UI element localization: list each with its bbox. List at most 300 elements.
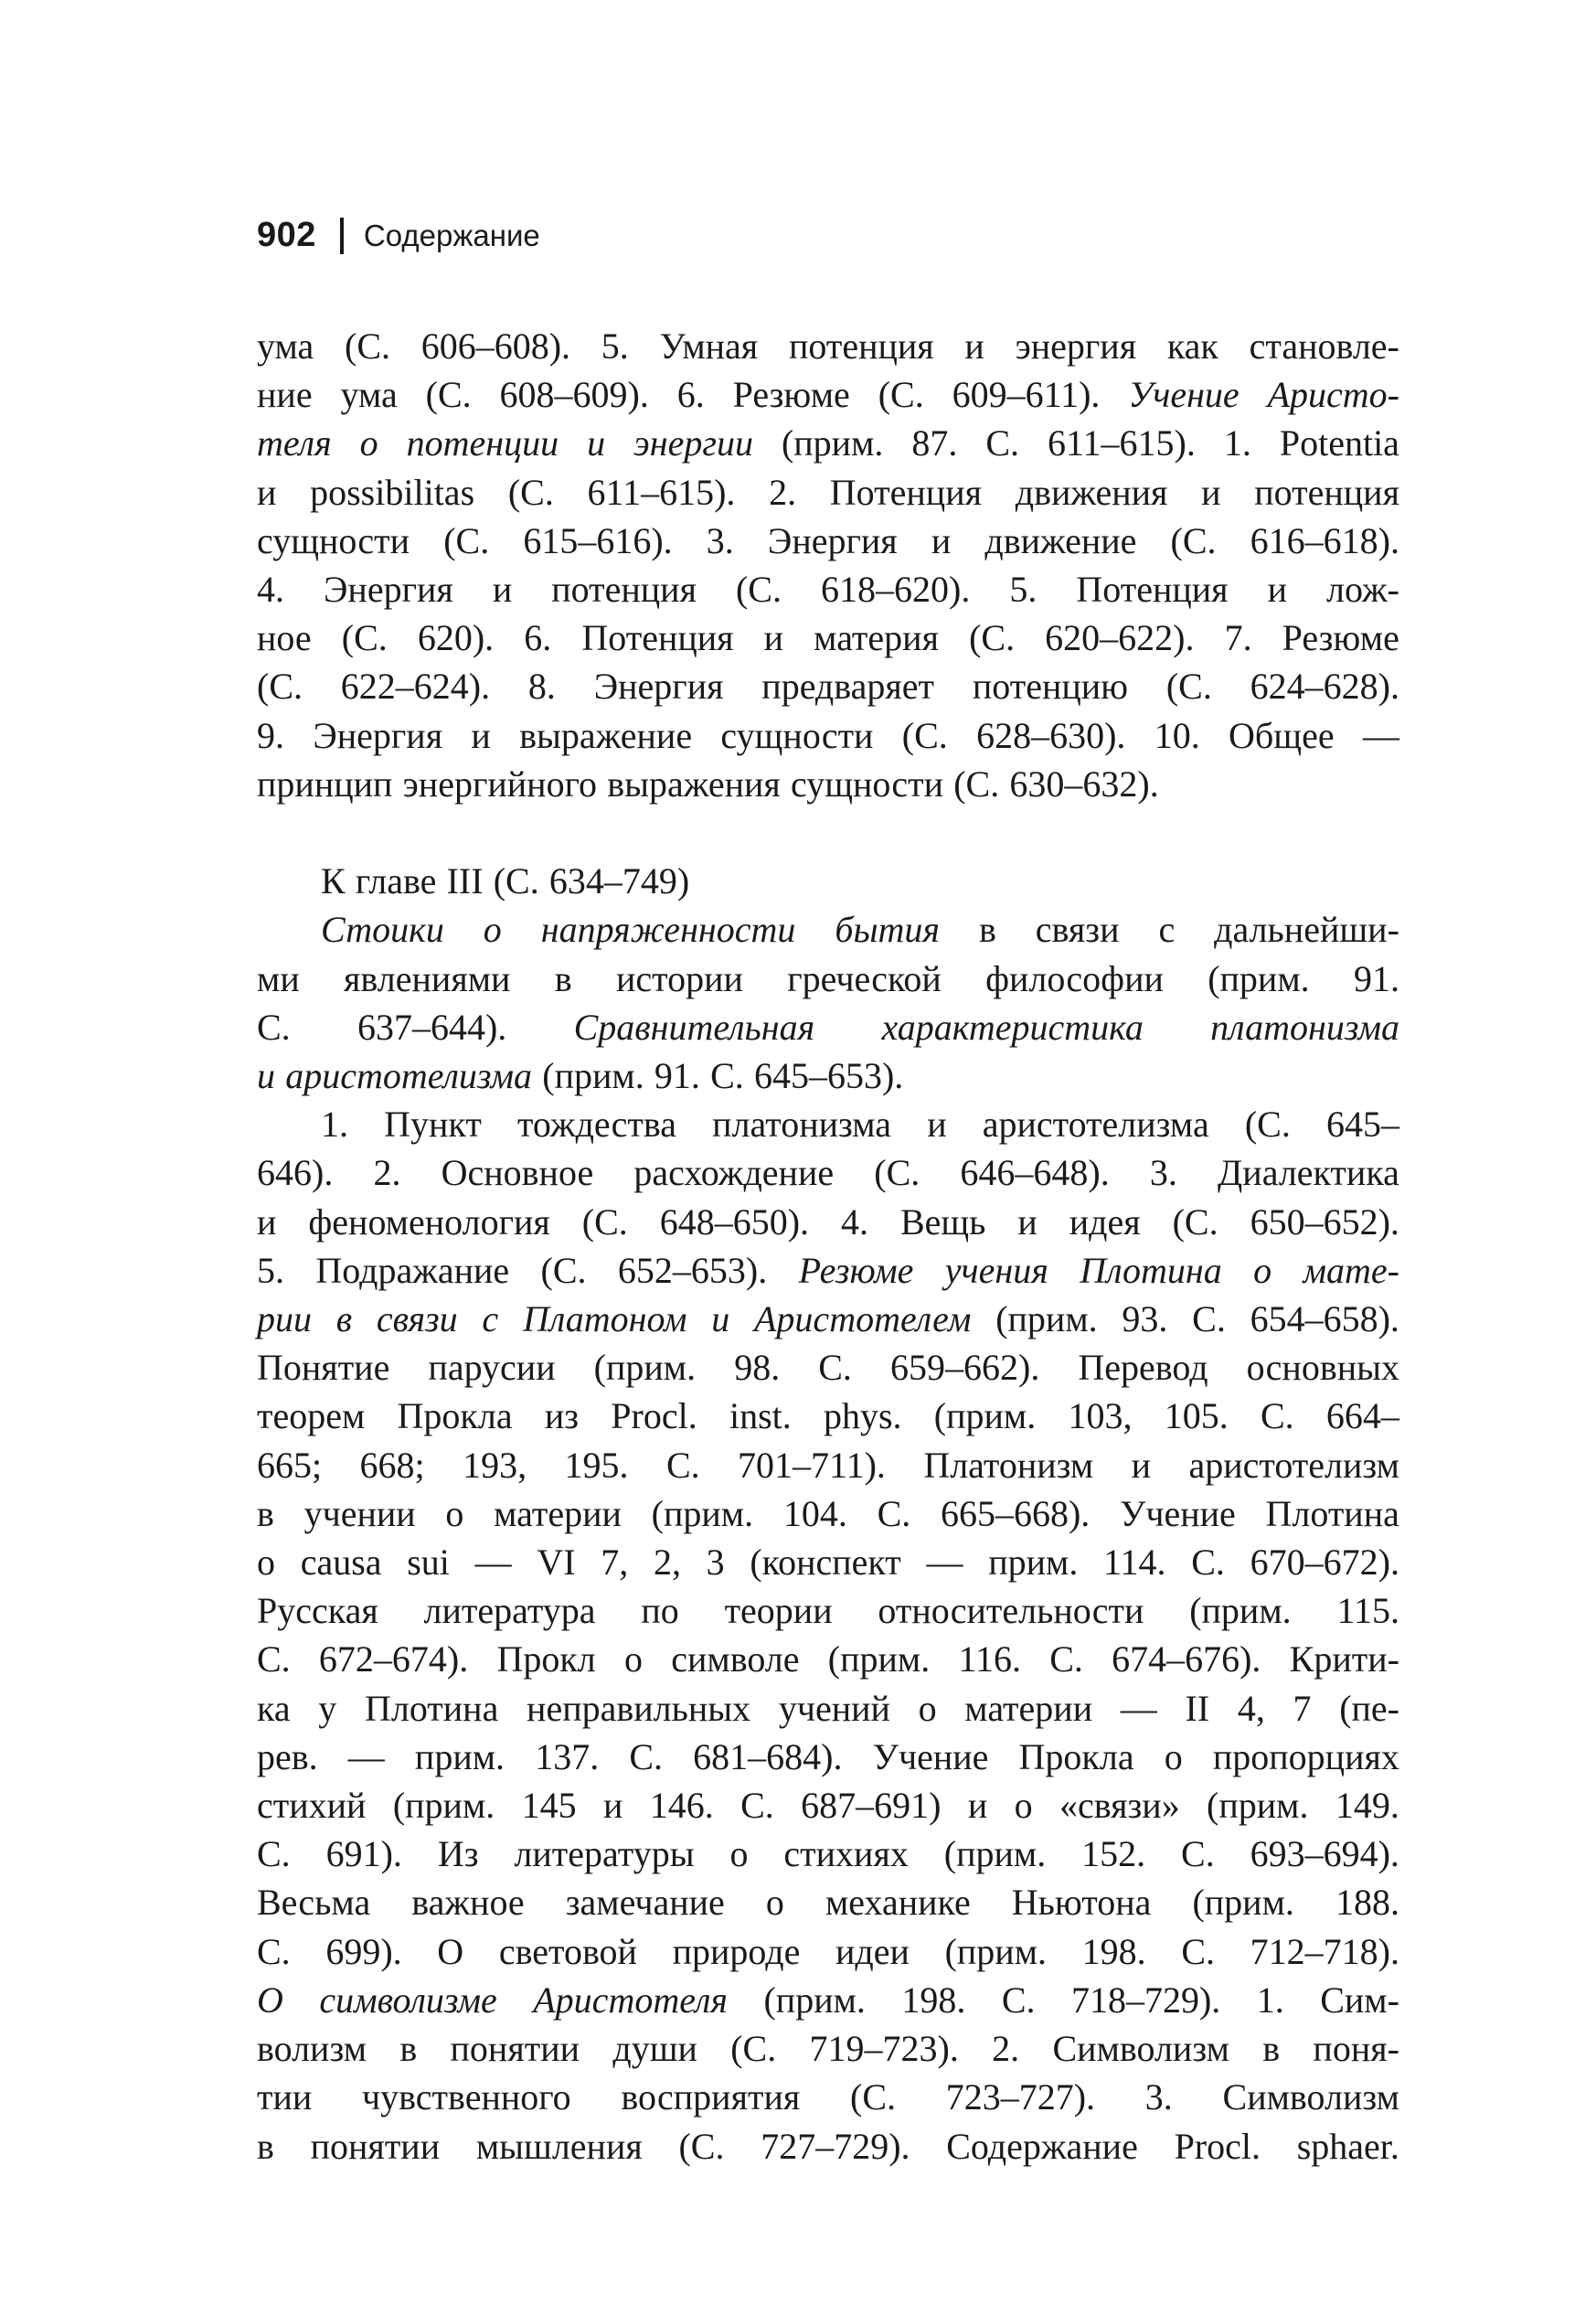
- word: движение: [984, 519, 1137, 561]
- text-line: [257, 1246, 1399, 1295]
- word: 674–676).: [1112, 1638, 1261, 1680]
- word: рев.: [257, 1735, 318, 1777]
- word: и: [587, 422, 606, 464]
- word: энергийного: [402, 763, 597, 805]
- word: (С.: [1172, 1200, 1218, 1243]
- word: С.: [710, 1055, 744, 1097]
- word: в: [257, 1492, 274, 1534]
- text-line: [257, 1441, 1399, 1489]
- word: главе: [355, 860, 437, 902]
- word: 620).: [417, 617, 495, 659]
- word: Вещь: [899, 1200, 986, 1243]
- word: III: [446, 860, 484, 902]
- word: (С.: [735, 569, 782, 611]
- word: и: [1131, 1444, 1152, 1486]
- word: восприятия: [621, 2076, 801, 2118]
- text-line: [257, 1586, 1399, 1635]
- word: явлениями: [344, 957, 511, 999]
- word: 2.: [992, 2028, 1020, 2070]
- word: в: [399, 2028, 418, 2070]
- word: характеристика: [881, 1006, 1144, 1048]
- word: (С.: [678, 2125, 725, 2167]
- word: 727–729).: [761, 2125, 910, 2167]
- word: и: [471, 714, 491, 756]
- word: и: [927, 1104, 947, 1146]
- word: Энергия: [313, 714, 443, 756]
- word: Учение: [872, 1735, 989, 1777]
- word: 650–652).: [1250, 1200, 1399, 1243]
- word: мышления: [475, 2125, 643, 2167]
- word: 622–624).: [340, 666, 491, 708]
- word: Плотина: [1265, 1492, 1399, 1534]
- word: выражение: [519, 714, 693, 756]
- word: литература: [423, 1590, 596, 1632]
- word: у: [318, 1687, 337, 1729]
- word: (прим.: [1189, 1590, 1292, 1632]
- word: (С.: [493, 860, 539, 902]
- word: 1.: [321, 1104, 348, 1146]
- word: как: [1166, 325, 1218, 367]
- word: пропорциях: [1212, 1735, 1399, 1777]
- word: 719–723).: [809, 2028, 959, 2070]
- word: 634–749): [548, 860, 690, 902]
- word: Умная: [659, 325, 759, 367]
- word: о: [257, 1542, 275, 1584]
- word: Плотина: [1080, 1249, 1222, 1291]
- word: Символизм: [1222, 2076, 1399, 2118]
- word: (прим.: [763, 1979, 866, 2021]
- word: парусии: [428, 1347, 556, 1389]
- word: 718–729).: [1070, 1979, 1221, 2021]
- word: Весьма: [257, 1882, 371, 1924]
- word: сущности: [257, 519, 410, 561]
- word: (прим.: [1208, 957, 1310, 999]
- word: 152.: [1081, 1833, 1146, 1875]
- word: ка: [257, 1687, 291, 1729]
- word: 188.: [1335, 1882, 1399, 1924]
- word: в: [335, 1298, 353, 1340]
- word: 7,: [601, 1542, 629, 1584]
- word: 149.: [1335, 1785, 1399, 1827]
- word: связи: [376, 1298, 458, 1340]
- word: —: [926, 1542, 963, 1584]
- word: в: [978, 909, 996, 951]
- word: о: [1164, 1735, 1183, 1777]
- word: идея: [1069, 1200, 1141, 1243]
- text-line: [257, 1830, 1399, 1878]
- word: (С.: [953, 763, 1000, 805]
- word: 193,: [463, 1444, 527, 1486]
- word: 91.: [654, 1055, 700, 1097]
- word: природе: [672, 1930, 801, 1972]
- word: дальнейши-: [1214, 909, 1399, 951]
- word: 645–: [1325, 1104, 1399, 1146]
- word: 137.: [535, 1735, 600, 1777]
- word: и: [257, 1055, 275, 1097]
- word: 645–653).: [753, 1055, 904, 1097]
- word: Подражание: [315, 1249, 510, 1291]
- text-line: [257, 662, 1399, 710]
- word: 659–662).: [890, 1347, 1040, 1389]
- word: в: [554, 957, 572, 999]
- word: (С.: [1170, 519, 1217, 561]
- word: лож-: [1326, 569, 1399, 611]
- text-line: [257, 1538, 1399, 1586]
- word: Аристотеля: [533, 1979, 729, 2021]
- word: и: [257, 1200, 277, 1243]
- word: Прокл: [496, 1638, 596, 1680]
- word: 618–620).: [821, 569, 971, 611]
- word: стихий: [257, 1785, 367, 1827]
- word: Procl.: [1174, 2125, 1261, 2167]
- word: (прим.: [542, 1055, 644, 1097]
- word: Энергия: [593, 666, 724, 708]
- word: Диалектика: [1218, 1152, 1399, 1194]
- word: стихиях: [783, 1833, 909, 1875]
- word: 609–611).: [952, 374, 1101, 416]
- word: расхождение: [633, 1152, 835, 1194]
- word: и: [257, 471, 277, 513]
- word: и: [967, 1785, 988, 1827]
- text-line: [257, 468, 1399, 517]
- word: (конспект: [750, 1542, 901, 1584]
- word: феноменология: [308, 1200, 550, 1243]
- word: связи: [1035, 909, 1120, 951]
- word: потенции: [406, 422, 559, 464]
- word: 6.: [524, 617, 552, 659]
- text-line: [257, 370, 1399, 419]
- word: 93.: [1122, 1298, 1168, 1340]
- word: в: [257, 2125, 274, 2167]
- word: —: [347, 1735, 385, 1777]
- word: 652–653).: [617, 1249, 768, 1291]
- word: (С.: [730, 2028, 777, 2070]
- word: ума: [340, 374, 398, 416]
- text-line: [257, 1295, 1399, 1343]
- word: относительности: [878, 1590, 1144, 1632]
- word: Учение: [1128, 374, 1240, 416]
- word: по: [641, 1590, 679, 1632]
- word: О: [257, 1979, 283, 2021]
- text-line: [257, 1148, 1399, 1197]
- word: (С.: [874, 1152, 920, 1194]
- word: замечание: [565, 1882, 725, 1924]
- word: (прим.: [943, 1833, 1047, 1875]
- word: (С.: [507, 471, 554, 513]
- text-line: [257, 905, 1399, 954]
- word: (прим.: [593, 1347, 697, 1389]
- word: К: [321, 860, 346, 902]
- word: 7.: [1224, 617, 1252, 659]
- word: (прим.: [1207, 1785, 1309, 1827]
- word: аристотелизма: [982, 1104, 1209, 1146]
- text-line: [257, 857, 1399, 905]
- text-line: [257, 1003, 1399, 1051]
- word: Учение: [1120, 1492, 1236, 1534]
- word: и: [1017, 1200, 1037, 1243]
- word: 712–718).: [1250, 1930, 1399, 1972]
- word: С.: [1192, 1298, 1226, 1340]
- word: 198.: [1081, 1930, 1146, 1972]
- word: Потенция: [829, 471, 983, 513]
- word: 691).: [325, 1833, 402, 1875]
- word: 2.: [373, 1152, 401, 1194]
- word: платонизма: [712, 1104, 892, 1146]
- word: Общее: [1229, 714, 1335, 756]
- word: 665–668).: [940, 1492, 1091, 1534]
- text-line: [257, 2122, 1399, 2171]
- word: Основное: [441, 1152, 594, 1194]
- word: Сим-: [1320, 1979, 1399, 2021]
- text-line: [257, 711, 1399, 760]
- word: потенция: [1254, 471, 1399, 513]
- word: 723–727).: [945, 2076, 1096, 2118]
- word: 3.: [1144, 2076, 1173, 2118]
- word: предваряет: [761, 666, 935, 708]
- paragraph-gap: [257, 808, 1399, 857]
- word: С.: [257, 1638, 291, 1680]
- word: 611–615).: [587, 471, 736, 513]
- word: аристотелизма: [285, 1055, 533, 1097]
- word: тии: [257, 2076, 313, 2118]
- word: 4,: [1237, 1687, 1265, 1729]
- word: 665;: [257, 1444, 323, 1486]
- word: sui: [407, 1542, 450, 1584]
- word: inst.: [729, 1395, 792, 1437]
- word: понятии: [310, 2125, 441, 2167]
- text-line: [257, 613, 1399, 662]
- word: С.: [257, 1930, 291, 1972]
- word: души: [612, 2028, 697, 2070]
- word: о: [624, 1638, 643, 1680]
- word: ума: [257, 325, 314, 367]
- word: энергии: [633, 422, 753, 464]
- word: С.: [665, 1444, 700, 1486]
- word: 1.: [1223, 422, 1251, 464]
- word: Из: [437, 1833, 479, 1875]
- word: 1.: [1256, 1979, 1284, 2021]
- word: 654–658).: [1250, 1298, 1399, 1340]
- word: о: [359, 422, 378, 464]
- word: 4.: [840, 1200, 868, 1243]
- word: 114.: [1103, 1542, 1166, 1584]
- word: материя: [814, 617, 939, 659]
- word: сущности: [720, 714, 874, 756]
- body-text: [257, 322, 1399, 2171]
- word: С.: [257, 1833, 291, 1875]
- word: выражения: [607, 763, 781, 805]
- word: механике: [825, 1882, 971, 1924]
- word: 6.: [676, 374, 705, 416]
- word: символе: [671, 1638, 800, 1680]
- word: о: [729, 1833, 749, 1875]
- word: 87.: [911, 422, 958, 464]
- word: (С.: [443, 519, 490, 561]
- word: Резюме: [732, 374, 850, 416]
- word: 608–609).: [499, 374, 649, 416]
- word: о: [1253, 1249, 1272, 1291]
- word: потенция: [788, 325, 934, 367]
- word: 630–632).: [1009, 763, 1159, 805]
- text-line: [257, 760, 1399, 808]
- word: (С.: [1165, 666, 1212, 708]
- running-title: Содержание: [363, 218, 540, 252]
- word: учении: [303, 1492, 416, 1534]
- word: 104.: [782, 1492, 847, 1534]
- word: (С.: [850, 2076, 896, 2118]
- word: и: [1201, 471, 1221, 513]
- word: греческой: [787, 957, 942, 999]
- word: рии: [257, 1298, 312, 1340]
- word: прим.: [414, 1735, 505, 1777]
- word: Плотина: [364, 1687, 499, 1729]
- word: 146.: [649, 1785, 714, 1827]
- word: (прим.: [781, 422, 884, 464]
- word: о: [765, 1882, 784, 1924]
- word: 116.: [958, 1638, 1021, 1680]
- word: 699).: [325, 1930, 402, 1972]
- word: 611–615).: [1048, 422, 1196, 464]
- text-line: [257, 2073, 1399, 2121]
- word: ми: [257, 957, 300, 999]
- word: О: [437, 1930, 464, 1972]
- text-line: [257, 565, 1399, 613]
- word: С.: [740, 1785, 774, 1827]
- word: 646–648).: [960, 1152, 1110, 1194]
- word: Платонизм: [923, 1444, 1094, 1486]
- text-line: [257, 1198, 1399, 1246]
- word: литературы: [514, 1833, 695, 1875]
- word: 5.: [601, 325, 629, 367]
- word: движения: [1015, 471, 1168, 513]
- word: Потенция: [581, 617, 734, 659]
- word: 616–618).: [1250, 519, 1399, 561]
- word: Аристо-: [1267, 374, 1399, 416]
- word: потенцию: [972, 666, 1129, 708]
- word: С.: [1191, 1542, 1225, 1584]
- word: —: [1362, 714, 1399, 756]
- word: 8.: [527, 666, 556, 708]
- word: 103,: [1068, 1395, 1133, 1437]
- word: материи: [494, 1492, 622, 1534]
- word: Содержание: [946, 2125, 1138, 2167]
- word: Сравнительная: [573, 1006, 815, 1048]
- word: (прим.: [944, 1930, 1048, 1972]
- text-line: [257, 1051, 1399, 1100]
- word: напряженности: [540, 909, 796, 951]
- text-line: [257, 1635, 1399, 1683]
- word: становле-: [1249, 325, 1399, 367]
- word: с: [1158, 909, 1176, 951]
- word: о: [483, 909, 502, 951]
- word: неправильных: [527, 1687, 751, 1729]
- word: символизме: [319, 1979, 497, 2021]
- word: 637–644).: [356, 1006, 507, 1048]
- word: 9.: [257, 714, 284, 756]
- word: С.: [257, 1006, 291, 1048]
- word: понятии: [450, 2028, 580, 2070]
- word: (С.: [257, 666, 303, 708]
- word: Крити-: [1289, 1638, 1399, 1680]
- word: с: [482, 1298, 499, 1340]
- word: и: [602, 1785, 623, 1827]
- word: 2,: [653, 1542, 681, 1584]
- word: «связи»: [1059, 1785, 1180, 1827]
- word: С.: [629, 1735, 664, 1777]
- word: 2.: [769, 471, 797, 513]
- word: и: [964, 325, 984, 367]
- word: истории: [615, 957, 743, 999]
- word: 624–628).: [1250, 666, 1399, 708]
- word: С.: [877, 1492, 911, 1534]
- word: философии: [985, 957, 1164, 999]
- word: о: [1014, 1785, 1033, 1827]
- text-line: [257, 2024, 1399, 2073]
- word: материи: [964, 1687, 1093, 1729]
- word: основных: [1246, 1347, 1399, 1389]
- word: учений: [778, 1687, 890, 1729]
- text-line: [257, 1343, 1399, 1392]
- word: Платоном: [522, 1298, 687, 1340]
- word: II: [1185, 1687, 1210, 1729]
- word: и: [1267, 569, 1287, 611]
- word: Потенция: [1076, 569, 1229, 611]
- text-line: [257, 322, 1399, 370]
- word: Пункт: [384, 1104, 482, 1146]
- word: учения: [944, 1249, 1048, 1291]
- word: 98.: [734, 1347, 781, 1389]
- word: 145: [521, 1785, 577, 1827]
- word: тождества: [516, 1104, 677, 1146]
- word: 5.: [257, 1249, 284, 1291]
- word: Перевод: [1078, 1347, 1208, 1389]
- word: С.: [1260, 1395, 1294, 1437]
- text-line: [257, 1927, 1399, 1976]
- word: (прим.: [995, 1298, 1098, 1340]
- word: (С.: [341, 617, 388, 659]
- word: (прим.: [392, 1785, 495, 1827]
- word: Прокла: [397, 1395, 513, 1437]
- word: (прим.: [827, 1638, 931, 1680]
- word: (С.: [540, 1249, 587, 1291]
- word: Понятие: [257, 1347, 390, 1389]
- word: possibilitas: [310, 471, 475, 513]
- word: 4.: [257, 569, 284, 611]
- word: С.: [1049, 1638, 1083, 1680]
- word: о: [918, 1687, 937, 1729]
- word: Прокла: [1018, 1735, 1134, 1777]
- word: бытия: [835, 909, 941, 951]
- word: идеи: [835, 1930, 910, 1972]
- header-divider: [340, 218, 344, 254]
- word: о: [445, 1492, 464, 1534]
- word: 7: [1293, 1687, 1312, 1729]
- word: (С.: [969, 617, 1016, 659]
- word: 646).: [257, 1152, 334, 1194]
- word: Русская: [257, 1590, 378, 1632]
- text-line: [257, 1100, 1399, 1148]
- word: 3.: [706, 519, 734, 561]
- word: теории: [724, 1590, 833, 1632]
- word: (С.: [425, 374, 472, 416]
- word: phys.: [823, 1395, 902, 1437]
- text-line: [257, 419, 1399, 467]
- word: 668;: [359, 1444, 425, 1486]
- word: 664–: [1325, 1395, 1399, 1437]
- word: чувственного: [362, 2076, 571, 2118]
- text-line: [257, 1878, 1399, 1926]
- word: 701–711).: [738, 1444, 886, 1486]
